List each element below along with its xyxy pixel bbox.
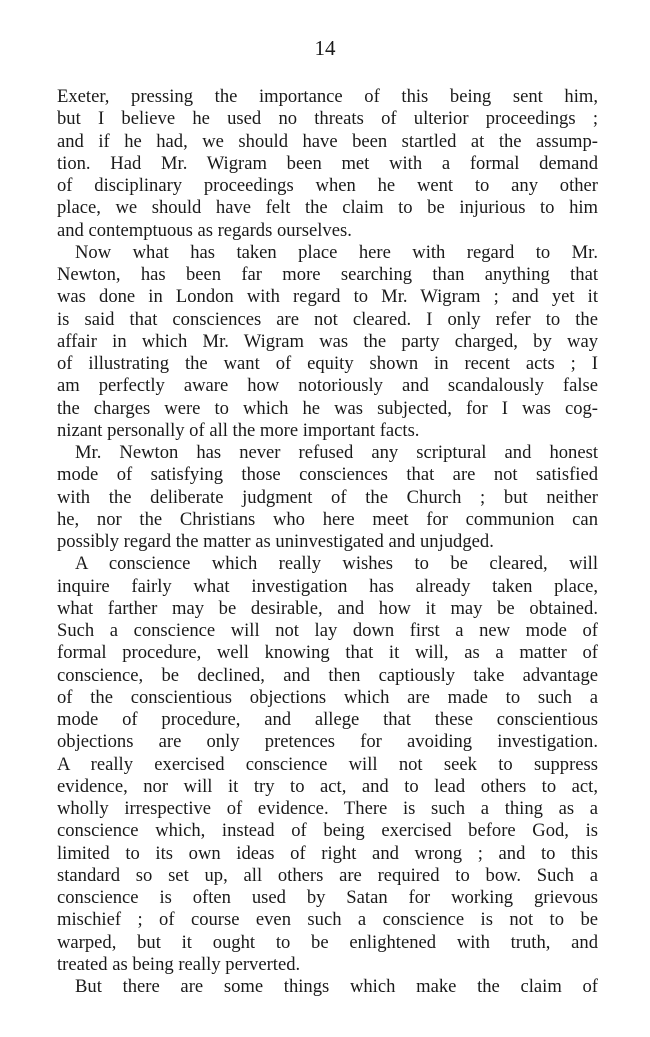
text-line: possibly regard the matter as uninvestigated and unjudged. <box>57 531 494 552</box>
text-line: mischief ; of course even such a conscience is not to be <box>57 909 598 931</box>
text-line: was done in London with regard to Mr. Wigram ; and yet it <box>57 286 598 308</box>
text-line: A really exercised conscience will not seek to suppress <box>57 753 598 775</box>
text-line: evidence, nor will it try to act, and to lead others to act, <box>57 775 598 797</box>
text-line: the charges were to which he was subjected, for I was cog- <box>57 397 598 419</box>
text-line: inquire fairly what investigation has already taken place, <box>57 575 598 597</box>
paragraph <box>57 242 598 442</box>
paragraph <box>57 86 598 242</box>
text-line: Exeter, pressing the importance of this being sent him, <box>57 86 598 107</box>
body-text <box>57 86 598 998</box>
text-line: place, we should have felt the claim to be injurious to him <box>57 197 598 219</box>
text-line: Now what has taken place here with regard to Mr. <box>75 241 598 263</box>
text-line: am perfectly aware how notoriously and scandalously false <box>57 375 598 397</box>
text-line: warped, but it ought to be enlightened with truth, and <box>57 931 598 953</box>
text-line: nizant personally of all the more important facts. <box>57 419 420 441</box>
text-line: objections are only pretences for avoiding investigation. <box>57 731 598 753</box>
text-line: is said that consciences are not cleared. I only refer to the <box>57 308 598 330</box>
text-line: of disciplinary proceedings when he went to any other <box>57 175 598 196</box>
text-line: what farther may be desirable, and how it may be obtained. <box>57 597 598 619</box>
text-line: tion. Had Mr. Wigram been met with a formal demand <box>57 152 598 174</box>
text-line: conscience, be declined, and then captiously take advantage <box>57 664 598 686</box>
text-line: treated as being really perverted. <box>57 953 301 975</box>
text-line: he, nor the Christians who here meet for communion can <box>57 508 598 530</box>
text-line: wholly irrespective of evidence. There is such a thing as a <box>57 798 598 819</box>
text-line: standard so set up, all others are required to bow. Such a <box>57 864 598 886</box>
paragraph <box>57 442 598 553</box>
paragraph <box>57 553 598 976</box>
text-line: limited to its own ideas of right and wrong ; and to this <box>57 842 598 864</box>
text-line: A conscience which really wishes to be cleared, will <box>75 553 598 575</box>
text-line: mode of procedure, and allege that these conscientious <box>57 709 598 730</box>
text-line: Such a conscience will not lay down first a new mode of <box>57 620 598 641</box>
text-line: Newton, has been far more searching than anything that <box>57 264 598 285</box>
text-line: affair in which Mr. Wigram was the party charged, by way <box>57 330 598 352</box>
page-number: 14 <box>314 36 336 60</box>
text-line: But there are some things which make the claim of <box>75 976 598 997</box>
text-line: conscience is often used by Satan for working grievous <box>57 887 598 908</box>
paragraph <box>57 976 598 998</box>
text-line: of illustrating the want of equity shown in recent acts ; I <box>57 353 598 374</box>
text-line: Mr. Newton has never refused any scriptural and honest <box>75 442 598 463</box>
text-line: conscience which, instead of being exercised before God, is <box>57 820 598 842</box>
text-line: and if he had, we should have been startled at the assump- <box>57 130 598 152</box>
text-line: mode of satisfying those consciences that are not satisfied <box>57 464 598 486</box>
text-line: of the conscientious objections which are made to such a <box>57 686 598 708</box>
text-line: with the deliberate judgment of the Church ; but neither <box>57 486 598 508</box>
text-line: but I believe he used no threats of ulterior proceedings ; <box>57 108 598 130</box>
text-line: and contemptuous as regards ourselves. <box>57 219 352 241</box>
text-line: formal procedure, well knowing that it will, as a matter of <box>57 642 598 664</box>
